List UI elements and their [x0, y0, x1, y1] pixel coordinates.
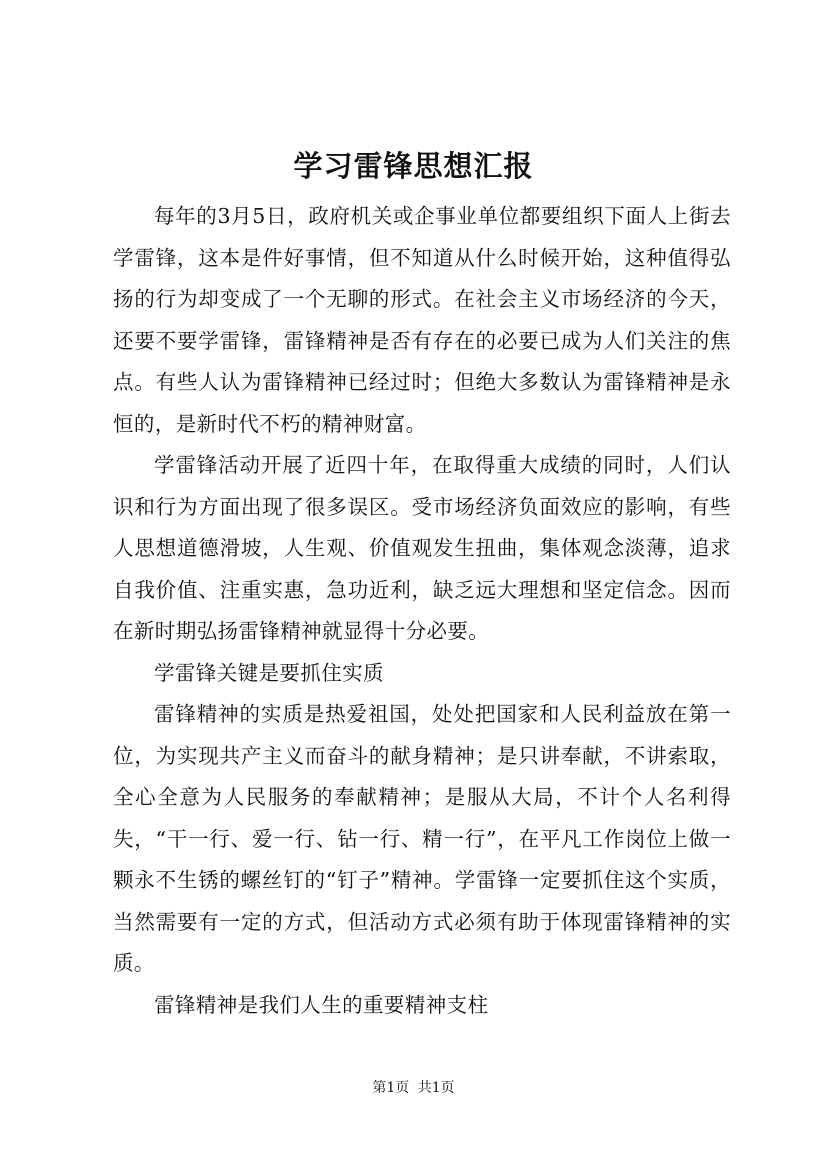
document-title: 学习雷锋思想汇报: [293, 149, 534, 183]
paragraph-intro: 每年的3月5日，政府机关或企事业单位都要组织下面人上街去学雷锋，这本是件好事情，但不知道从什么时候开始，这种值得弘扬的行为却变成了一个无聊的形式。在社会主义市场经济的今天，还要不要学雷锋，雷锋精神是否有存在的必要已成为人们关注的焦点。有些人认为雷锋精神已经过时；但绝大多数认为雷锋精神是永恒的，是新时代不朽的精神财富。: [113, 204, 731, 436]
page-total: 共1页: [417, 1080, 455, 1096]
document-body: [113, 196, 731, 1026]
paragraph-essence: 雷锋精神的实质是热爱祖国，处处把国家和人民利益放在第一位，为实现共产主义而奋斗的献身精神；是只讲奉献，不讲索取，全心全意为人民服务的奉献精神；是服从大局，不计个人名利得失，“干一行、爱一行、钻一行、精一行”，在平凡工作岗位上做一颗永不生锈的螺丝钉的“钉子”精神。学雷锋一定要抓住这个实质，当然需要有一定的方式，但活动方式必须有助于体现雷锋精神的实质。: [113, 702, 731, 975]
page-footer: [0, 1078, 827, 1098]
section-heading-essence: 学雷锋关键是要抓住实质: [154, 660, 384, 685]
paragraph-misconceptions: 学雷锋活动开展了近四十年，在取得重大成绩的同时，人们认识和行为方面出现了很多误区。受市场经济负面效应的影响，有些人思想道德滑坡，人生观、价值观发生扭曲，集体观念淡薄，追求自我价值、注重实惠，急功近利，缺乏远大理想和坚定信念。因而在新时期弘扬雷锋精神就显得十分必要。: [113, 453, 731, 643]
section-heading-pillar: 雷锋精神是我们人生的重要精神支柱: [154, 992, 489, 1017]
page-number: 第1页: [372, 1080, 410, 1096]
